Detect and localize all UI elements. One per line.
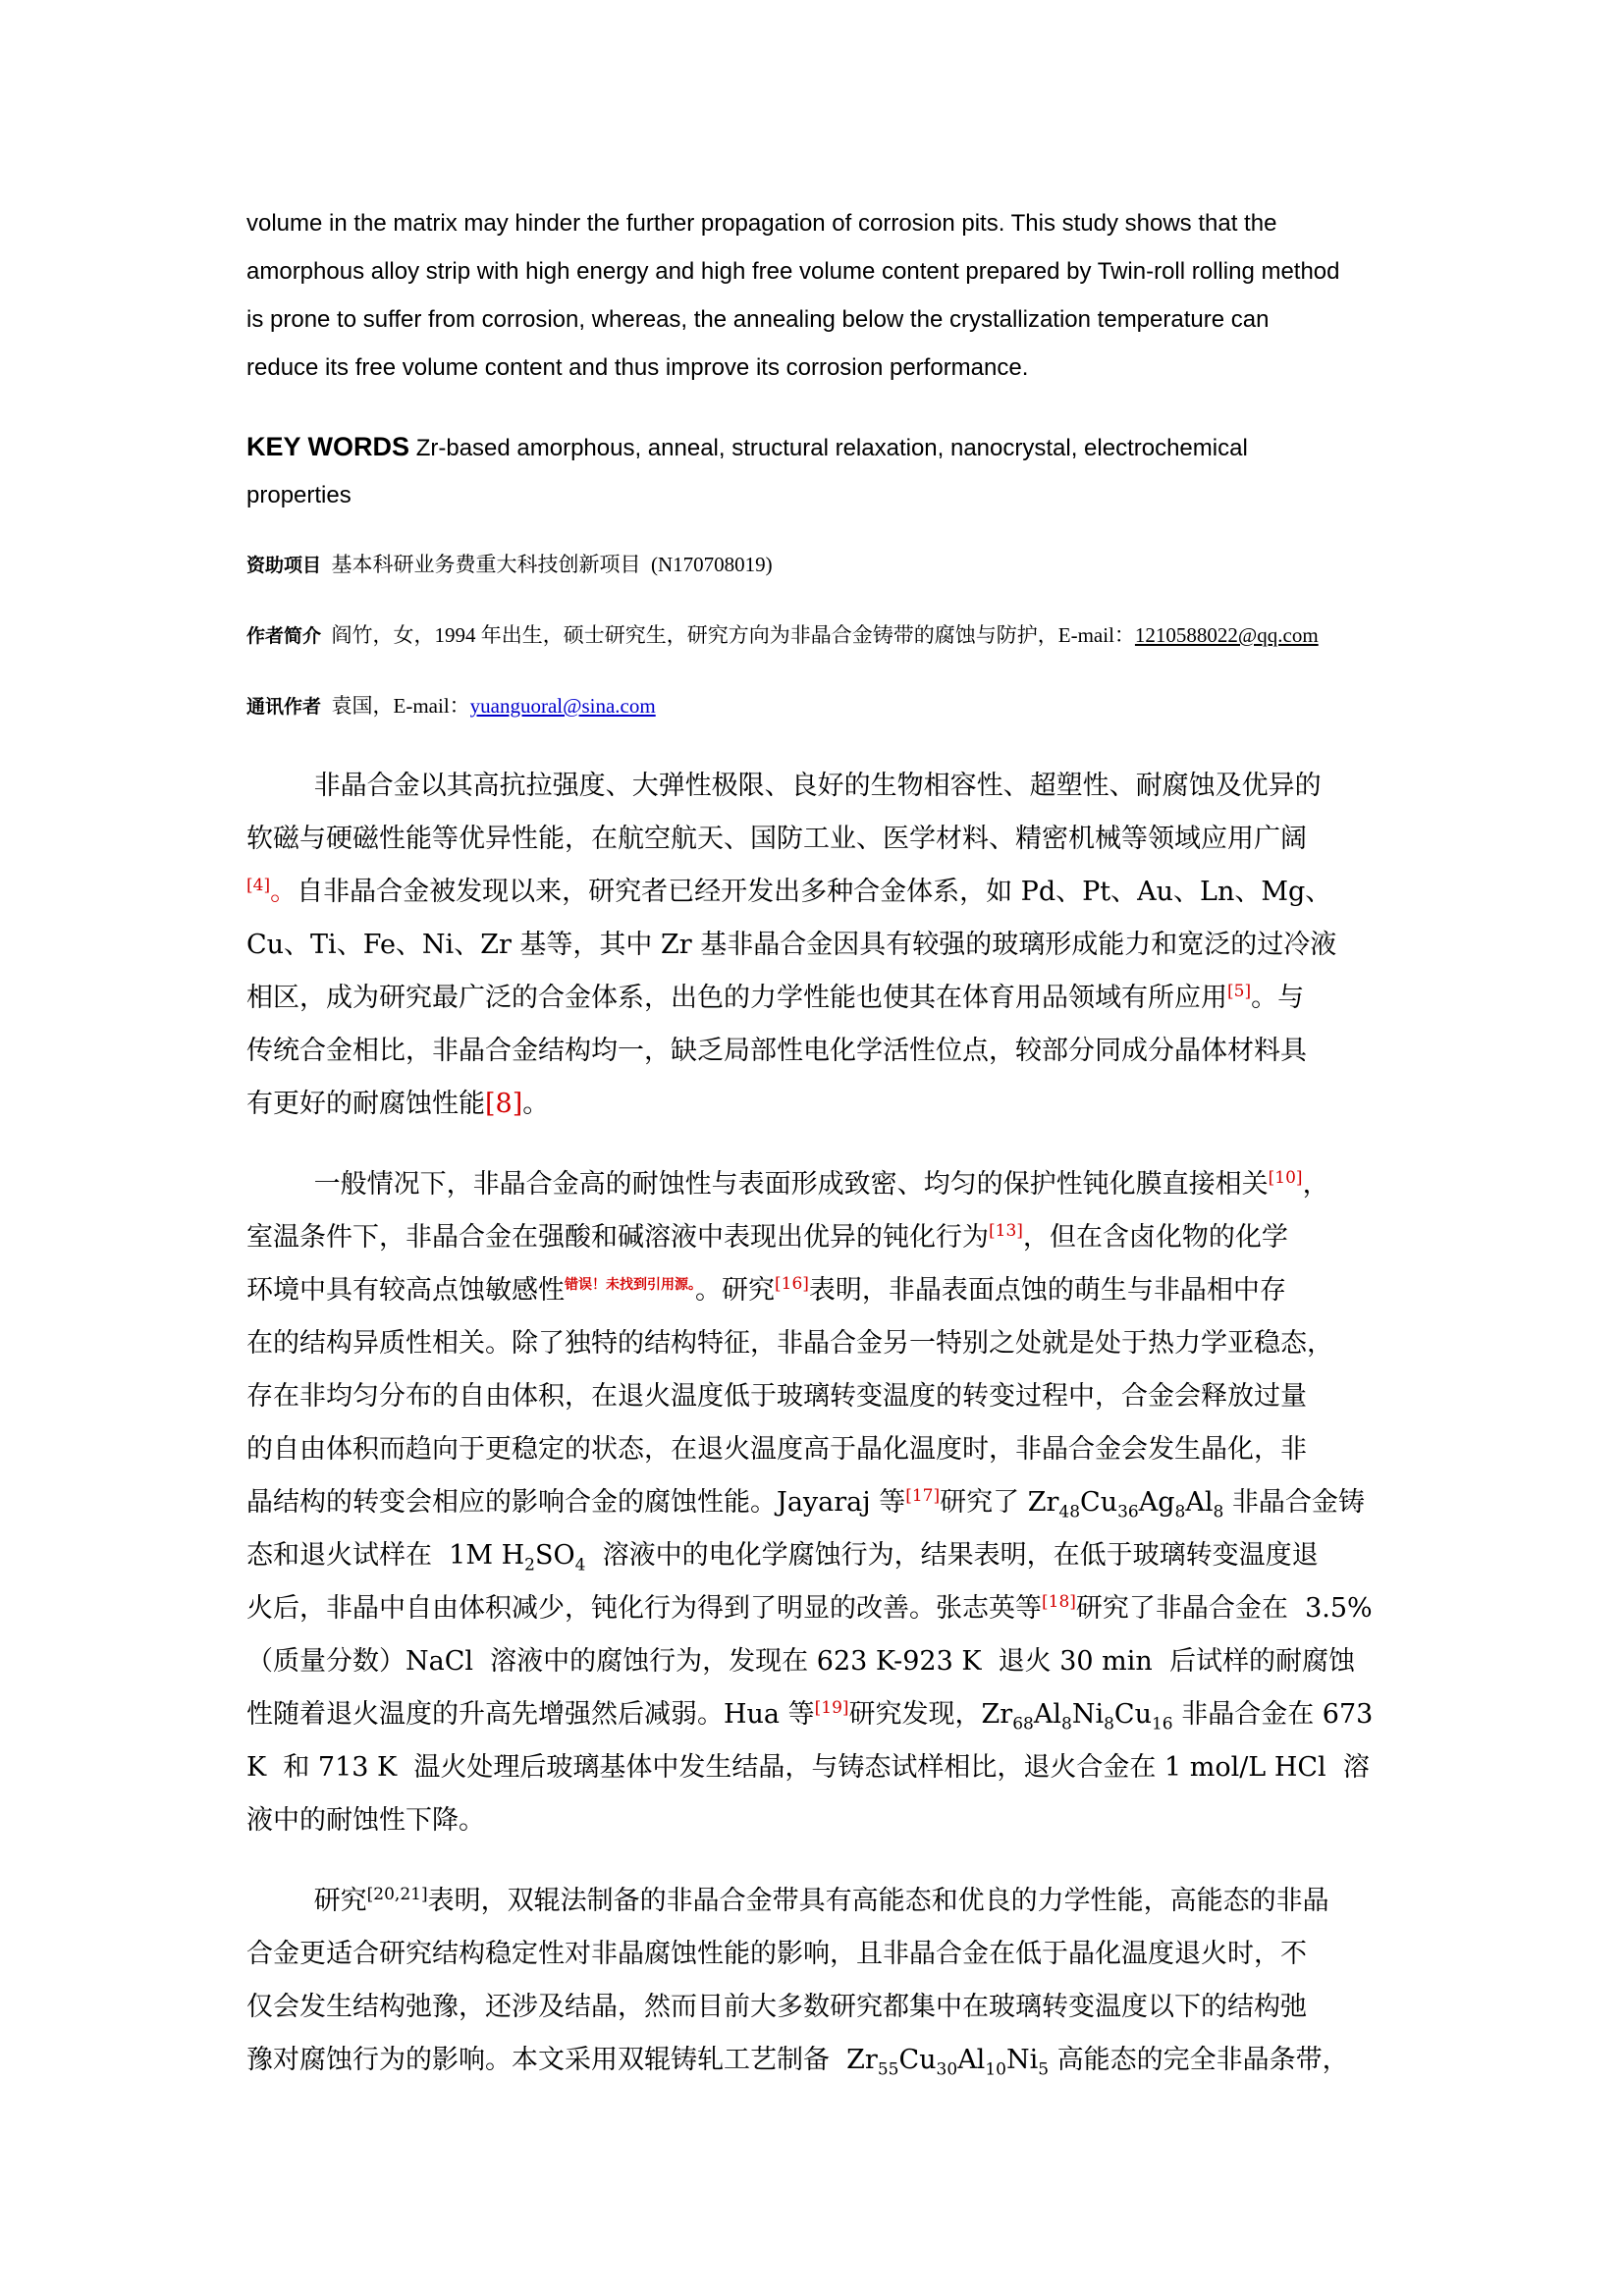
p2-line: 存在非均匀分布的自由体积，在退火温度低于玻璃转变温度的转变过程中，合金会释放过量 [246, 1381, 1307, 1412]
element-symbol: Ni [1005, 2045, 1039, 2075]
p1-text: 。 [270, 877, 298, 907]
subscript: 10 [985, 2059, 1006, 2080]
keywords-label: KEY WORDS [246, 432, 410, 461]
p1-text: 相区，成为研究最广泛的合金体系，出色的力学性能也使其在体育用品领域有所应用 [246, 983, 1227, 1013]
p2-text: 室温条件下，非晶合金在强酸和碱溶液中表现出优异的钝化行为 [246, 1222, 989, 1253]
citation[interactable]: [18] [1042, 1592, 1076, 1612]
p2-text: 非晶合金铸 [1223, 1487, 1365, 1518]
abstract-line: is prone to suffer from corrosion, whereas, the annealing below the crystallization temperature can [246, 306, 1270, 333]
p2-text: 研究了非晶合金在 3.5% [1075, 1593, 1373, 1624]
p1-line: 传统合金相比，非晶合金结构均一，缺乏局部性电化学活性位点，较部分同成分晶体材料具 [246, 1036, 1307, 1066]
p1-line: 软磁与硬磁性能等优异性能，在航空航天、国防工业、医学材料、精密机械等领域应用广阔 [246, 824, 1307, 854]
p3-text: 表明，双辊法制备的非晶合金带具有高能态和优良的力学性能，高能态的非晶 [427, 1886, 1329, 1916]
corresponding-line [246, 691, 1425, 721]
element-symbol: Al [957, 2045, 986, 2075]
subscript: 8 [1174, 1502, 1186, 1522]
keywords-line-2: properties [246, 482, 352, 508]
element-symbol: Al [1185, 1487, 1214, 1518]
p2-text: 溶液中的电化学腐蚀行为，结果表明，在低于玻璃转变温度退 [585, 1540, 1319, 1571]
p2-line [246, 1529, 1405, 1582]
p3-line: 仅会发生结构弛豫，还涉及结晶，然而目前大多数研究都集中在玻璃转变温度以下的结构弛 [246, 1992, 1307, 2022]
p2-text: 表明，非晶表面点蚀的萌生与非晶相中存 [808, 1275, 1286, 1306]
abstract-line: volume in the matrix may hinder the further propagation of corrosion pits. This study shows that the [246, 210, 1277, 237]
p2-line [246, 1476, 1405, 1529]
p1-line: Cu、Ti、Fe、Ni、Zr 基等，其中 Zr 基非晶合金因具有较强的玻璃形成能力和宽泛的过冷液 [246, 930, 1337, 960]
p1-text: 。与 [1251, 983, 1305, 1013]
p2-text: 研究发现，Zr [848, 1699, 1013, 1730]
p1-text: 自非晶合金被发现以来，研究者已经开发出多种合金体系，如 Pd、Pt、Au、Ln、Mg、 [297, 877, 1332, 907]
p1-line: 非晶合金以其高抗拉强度、大弹性极限、良好的生物相容性、超塑性、耐腐蚀及优异的 [246, 771, 1322, 801]
p2-text: SO [534, 1540, 575, 1571]
citation[interactable]: [5] [1227, 982, 1252, 1001]
funding-text: 基本科研业务费重大科技创新项目 (N170708019) [321, 553, 773, 576]
element-symbol: Cu [1080, 1487, 1118, 1518]
p3-text: 高能态的完全非晶条带， [1049, 2045, 1349, 2075]
citation[interactable]: [16] [775, 1274, 809, 1294]
subscript: 30 [936, 2059, 958, 2080]
citation[interactable]: [17] [905, 1486, 941, 1506]
p2-text: 研究了 Zr [940, 1487, 1059, 1518]
p1-line [246, 972, 1405, 1025]
p3-line [246, 1875, 1405, 1928]
funding-line [246, 550, 1425, 580]
corresponding-text: 袁国，E-mail： [321, 694, 470, 718]
p2-text: 晶结构的转变会相应的影响合金的腐蚀性能。Jayaraj 等 [246, 1487, 906, 1518]
subscript: 36 [1117, 1502, 1139, 1522]
p2-line: （质量分数）NaCl 溶液中的腐蚀行为，发现在 623 K-923 K 退火 30 min 后试样的耐腐蚀 [246, 1646, 1355, 1677]
author-line [246, 620, 1425, 651]
citation[interactable]: [20,21] [366, 1885, 428, 1904]
element-symbol: Al [1033, 1699, 1061, 1730]
subscript: 5 [1038, 2059, 1050, 2080]
p3-text: 研究 [246, 1886, 367, 1916]
subscript: 48 [1058, 1502, 1081, 1522]
citation[interactable]: [13] [989, 1221, 1023, 1241]
reference-error-text: 错误！未找到引用源。 [565, 1277, 695, 1293]
abstract-line: amorphous alloy strip with high energy and high free volume content prepared by Twin-roll rolling method [246, 258, 1340, 285]
p2-text: 非晶合金在 673 [1172, 1699, 1374, 1730]
p2-line [246, 1158, 1405, 1211]
citation[interactable]: [8] [485, 1089, 523, 1119]
p2-text: 一般情况下，非晶合金高的耐蚀性与表面形成致密、均匀的保护性钝化膜直接相关 [246, 1169, 1269, 1200]
subscript: 2 [524, 1555, 535, 1575]
p2-line: 在的结构异质性相关。除了独特的结构特征，非晶合金另一特别之处就是处于热力学亚稳态， [246, 1328, 1333, 1359]
citation[interactable]: [19] [814, 1698, 849, 1718]
element-symbol: Ni [1071, 1699, 1105, 1730]
corresponding-label: 通讯作者 [246, 696, 322, 718]
author-email-link[interactable]: 1210588022@qq.com [1134, 623, 1319, 647]
p2-text: ， [1302, 1169, 1329, 1200]
subscript: 55 [877, 2059, 899, 2080]
subscript: 8 [1060, 1714, 1072, 1735]
keywords-text: Zr-based amorphous, anneal, structural relaxation, nanocrystal, electrochemical [409, 435, 1248, 461]
p2-text: ，但在含卤化物的化学 [1022, 1222, 1288, 1253]
element-symbol: Cu [898, 2045, 937, 2075]
p1-text: 。 [522, 1089, 550, 1119]
citation[interactable]: [4] [246, 876, 271, 895]
subscript: 68 [1012, 1714, 1034, 1735]
p1-line [246, 866, 1405, 919]
p3-line [246, 2034, 1405, 2087]
subscript: 8 [1104, 1714, 1114, 1735]
element-symbol: Ag [1138, 1487, 1175, 1518]
funding-label: 资助项目 [246, 555, 322, 576]
subscript: 8 [1213, 1502, 1224, 1522]
p1-text: 有更好的耐腐蚀性能 [246, 1089, 485, 1119]
p2-line [246, 1688, 1405, 1741]
p2-text: 环境中具有较高点蚀敏感性 [246, 1275, 565, 1306]
subscript: 16 [1151, 1714, 1173, 1735]
p2-line [246, 1264, 1405, 1317]
p2-line [246, 1582, 1405, 1635]
author-text: 阎竹，女，1994 年出生，硕士研究生，研究方向为非晶合金铸带的腐蚀与防护，E-mail： [321, 623, 1135, 647]
p2-line: 的自由体积而趋向于更稳定的状态，在退火温度高于晶化温度时，非晶合金会发生晶化，非 [246, 1434, 1307, 1465]
subscript: 4 [574, 1555, 586, 1575]
abstract-line: reduce its free volume content and thus improve its corrosion performance. [246, 354, 1029, 381]
p3-text: 豫对腐蚀行为的影响。本文采用双辊铸轧工艺制备 Zr [246, 2045, 878, 2075]
p2-text: 火后，非晶中自由体积减少，钝化行为得到了明显的改善。张志英等 [246, 1593, 1042, 1624]
p2-line [246, 1211, 1405, 1264]
p1-line [246, 1078, 1405, 1131]
p2-text: 。研究 [695, 1275, 775, 1306]
corresponding-email-link[interactable]: yuanguoral@sina.com [469, 694, 656, 718]
element-symbol: Cu [1113, 1699, 1152, 1730]
p3-line: 合金更适合研究结构稳定性对非晶腐蚀性能的影响，且非晶合金在低于晶化温度退火时，不 [246, 1939, 1307, 1969]
keywords-line [246, 423, 1405, 472]
p2-text: 态和退火试样在 1M H [246, 1540, 525, 1571]
author-label: 作者简介 [246, 625, 322, 647]
citation[interactable]: [10] [1268, 1168, 1303, 1188]
p2-line: 液中的耐蚀性下降。 [246, 1805, 485, 1836]
p2-text: 性随着退火温度的升高先增强然后减弱。Hua 等 [246, 1699, 815, 1730]
p2-line: K 和 713 K 温火处理后玻璃基体中发生结晶，与铸态试样相比，退火合金在 1 mol/L HCl 溶 [246, 1752, 1370, 1783]
